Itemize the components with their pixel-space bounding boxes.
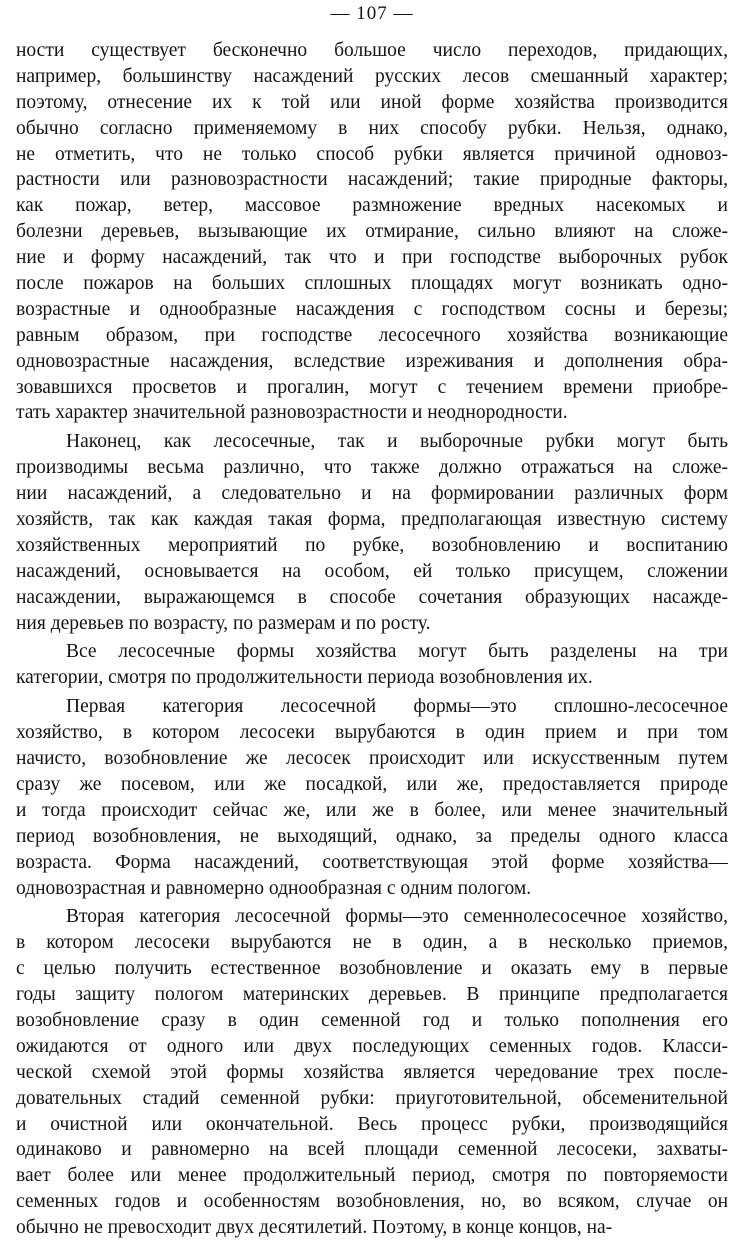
text-line: одновозрастные насаждения, вследствие изреживания и дополнения обра- — [16, 350, 728, 372]
text-line: вает более или менее продолжительный период, смотря по повторяемости — [16, 1165, 728, 1187]
text-line: одновозрастная и равномерно однообразная с одним пологом. — [16, 877, 532, 899]
text-line: ческой схемой этой формы хозяйства является чередование трех после- — [16, 1061, 728, 1083]
text-line: годы защиту пологом материнских деревьев. В принципе предполагается — [16, 984, 728, 1006]
text-line: ожидаются от одного или двух последующих семенных годов. Класси- — [16, 1035, 728, 1057]
paragraph — [16, 639, 728, 691]
text-line: Вторая категория лесосечной формы—это семеннолесосечное хозяйство, — [66, 906, 728, 928]
text-line: ние и форму насаждений, так что и при господстве выборочных рубок — [16, 247, 728, 269]
paragraph — [16, 429, 728, 636]
text-line: не отметить, что не только способ рубки является причиной одновоз- — [16, 143, 728, 165]
text-line: сразу же посевом, или же посадкой, или же, предоставляется природе — [16, 773, 728, 795]
text-line: нии насаждений, а следовательно и на формировании различных форм — [16, 483, 728, 505]
text-line: после пожаров на больших сплошных площадях могут возникать одно- — [16, 273, 728, 295]
page-number: — 107 — — [330, 3, 414, 24]
text-line: ности существует бесконечно большое число переходов, придающих, — [16, 40, 728, 61]
text-line: растности или разновозрастности насаждений; такие природные факторы, — [16, 169, 728, 191]
text-line: например, большинству насаждений русских лесов смешанный характер; — [16, 65, 728, 87]
text-line: возрастные и однообразные насаждения с господством сосны и березы; — [16, 298, 728, 320]
text-line: категории, смотря по продолжительности периода возобновления их. — [16, 667, 593, 689]
text-line: одинаково и равномерно на всей площади семенной лесосеки, захваты- — [16, 1139, 728, 1161]
text-line: хозяйственных мероприятий по рубке, возобновлению и воспитанию — [16, 534, 728, 556]
text-line: с целью получить естественное возобновление и оказать ему в первые — [16, 958, 728, 980]
text-line: обычно согласно применяемому в них способу рубки. Нельзя, однако, — [16, 117, 728, 139]
text-line: в котором лесосеки вырубаются не в один, а в несколько приемов, — [16, 932, 728, 954]
text-line: Первая категория лесосечной формы—это сплошно-лесосечное — [66, 696, 728, 718]
text-line: Наконец, как лесосечные, так и выборочные рубки могут быть — [66, 431, 728, 453]
text-line: равным образом, при господстве лесосечного хозяйства возникающие — [16, 324, 728, 346]
paragraph — [16, 904, 728, 1241]
text-line: довательных стадий семенной рубки: приуготовительной, обсеменительной — [16, 1087, 728, 1109]
text-line: Все лесосечные формы хозяйства могут быть разделены на три — [66, 641, 728, 663]
text-line: возраста. Форма насаждений, соответствующая этой форме хозяйства— — [16, 851, 728, 873]
text-line: поэтому, отнесение их к той или иной форме хозяйства производится — [16, 91, 728, 113]
text-line: насаждений, основывается на особом, ей только присущем, сложении — [16, 560, 728, 582]
paragraph — [16, 694, 728, 901]
text-line: хозяйств, так как каждая такая форма, предполагающая известную систему — [16, 509, 728, 531]
text-line: обычно не превосходит двух десятилетий. Поэтому, в конце концов, на- — [16, 1217, 613, 1239]
text-line: возобновление сразу в один семенной год и только пополнения его — [16, 1009, 728, 1031]
text-line: тать характер значительной разновозрастности и неоднородности. — [16, 402, 568, 424]
text-line: производимы весьма различно, что также должно отражаться на сложе- — [16, 457, 728, 479]
text-line: и тогда происходит сейчас же, или же в более, или менее значительный — [16, 799, 728, 821]
text-line: ния деревьев по возрасту, по размерам и по росту. — [16, 612, 431, 634]
paragraph — [16, 38, 728, 426]
text-line: зовавшихся просветов и прогалин, могут с течением времени приобре- — [16, 376, 728, 398]
text-line: хозяйство, в котором лесосеки вырубаются в один прием и при том — [16, 722, 728, 744]
text-body — [16, 38, 728, 1241]
text-line: и очистной или окончательной. Весь процесс рубки, производящийся — [16, 1113, 728, 1135]
book-page — [16, 0, 728, 1251]
text-line: как пожар, ветер, массовое размножение вредных насекомых и — [16, 195, 728, 217]
text-line: болезни деревьев, вызывающие их отмирание, сильно влияют на сложе- — [16, 221, 728, 243]
text-line: период возобновления, не выходящий, однако, за пределы одного класса — [16, 825, 728, 847]
text-line: семенных годов и особенностям возобновления, но, во всяком, случае он — [16, 1191, 728, 1213]
text-line: начисто, возобновление же лесосек происходит или искусственным путем — [16, 748, 728, 770]
text-line: насаждении, выражающемся в способе сочетания образующих насажде- — [16, 586, 728, 608]
